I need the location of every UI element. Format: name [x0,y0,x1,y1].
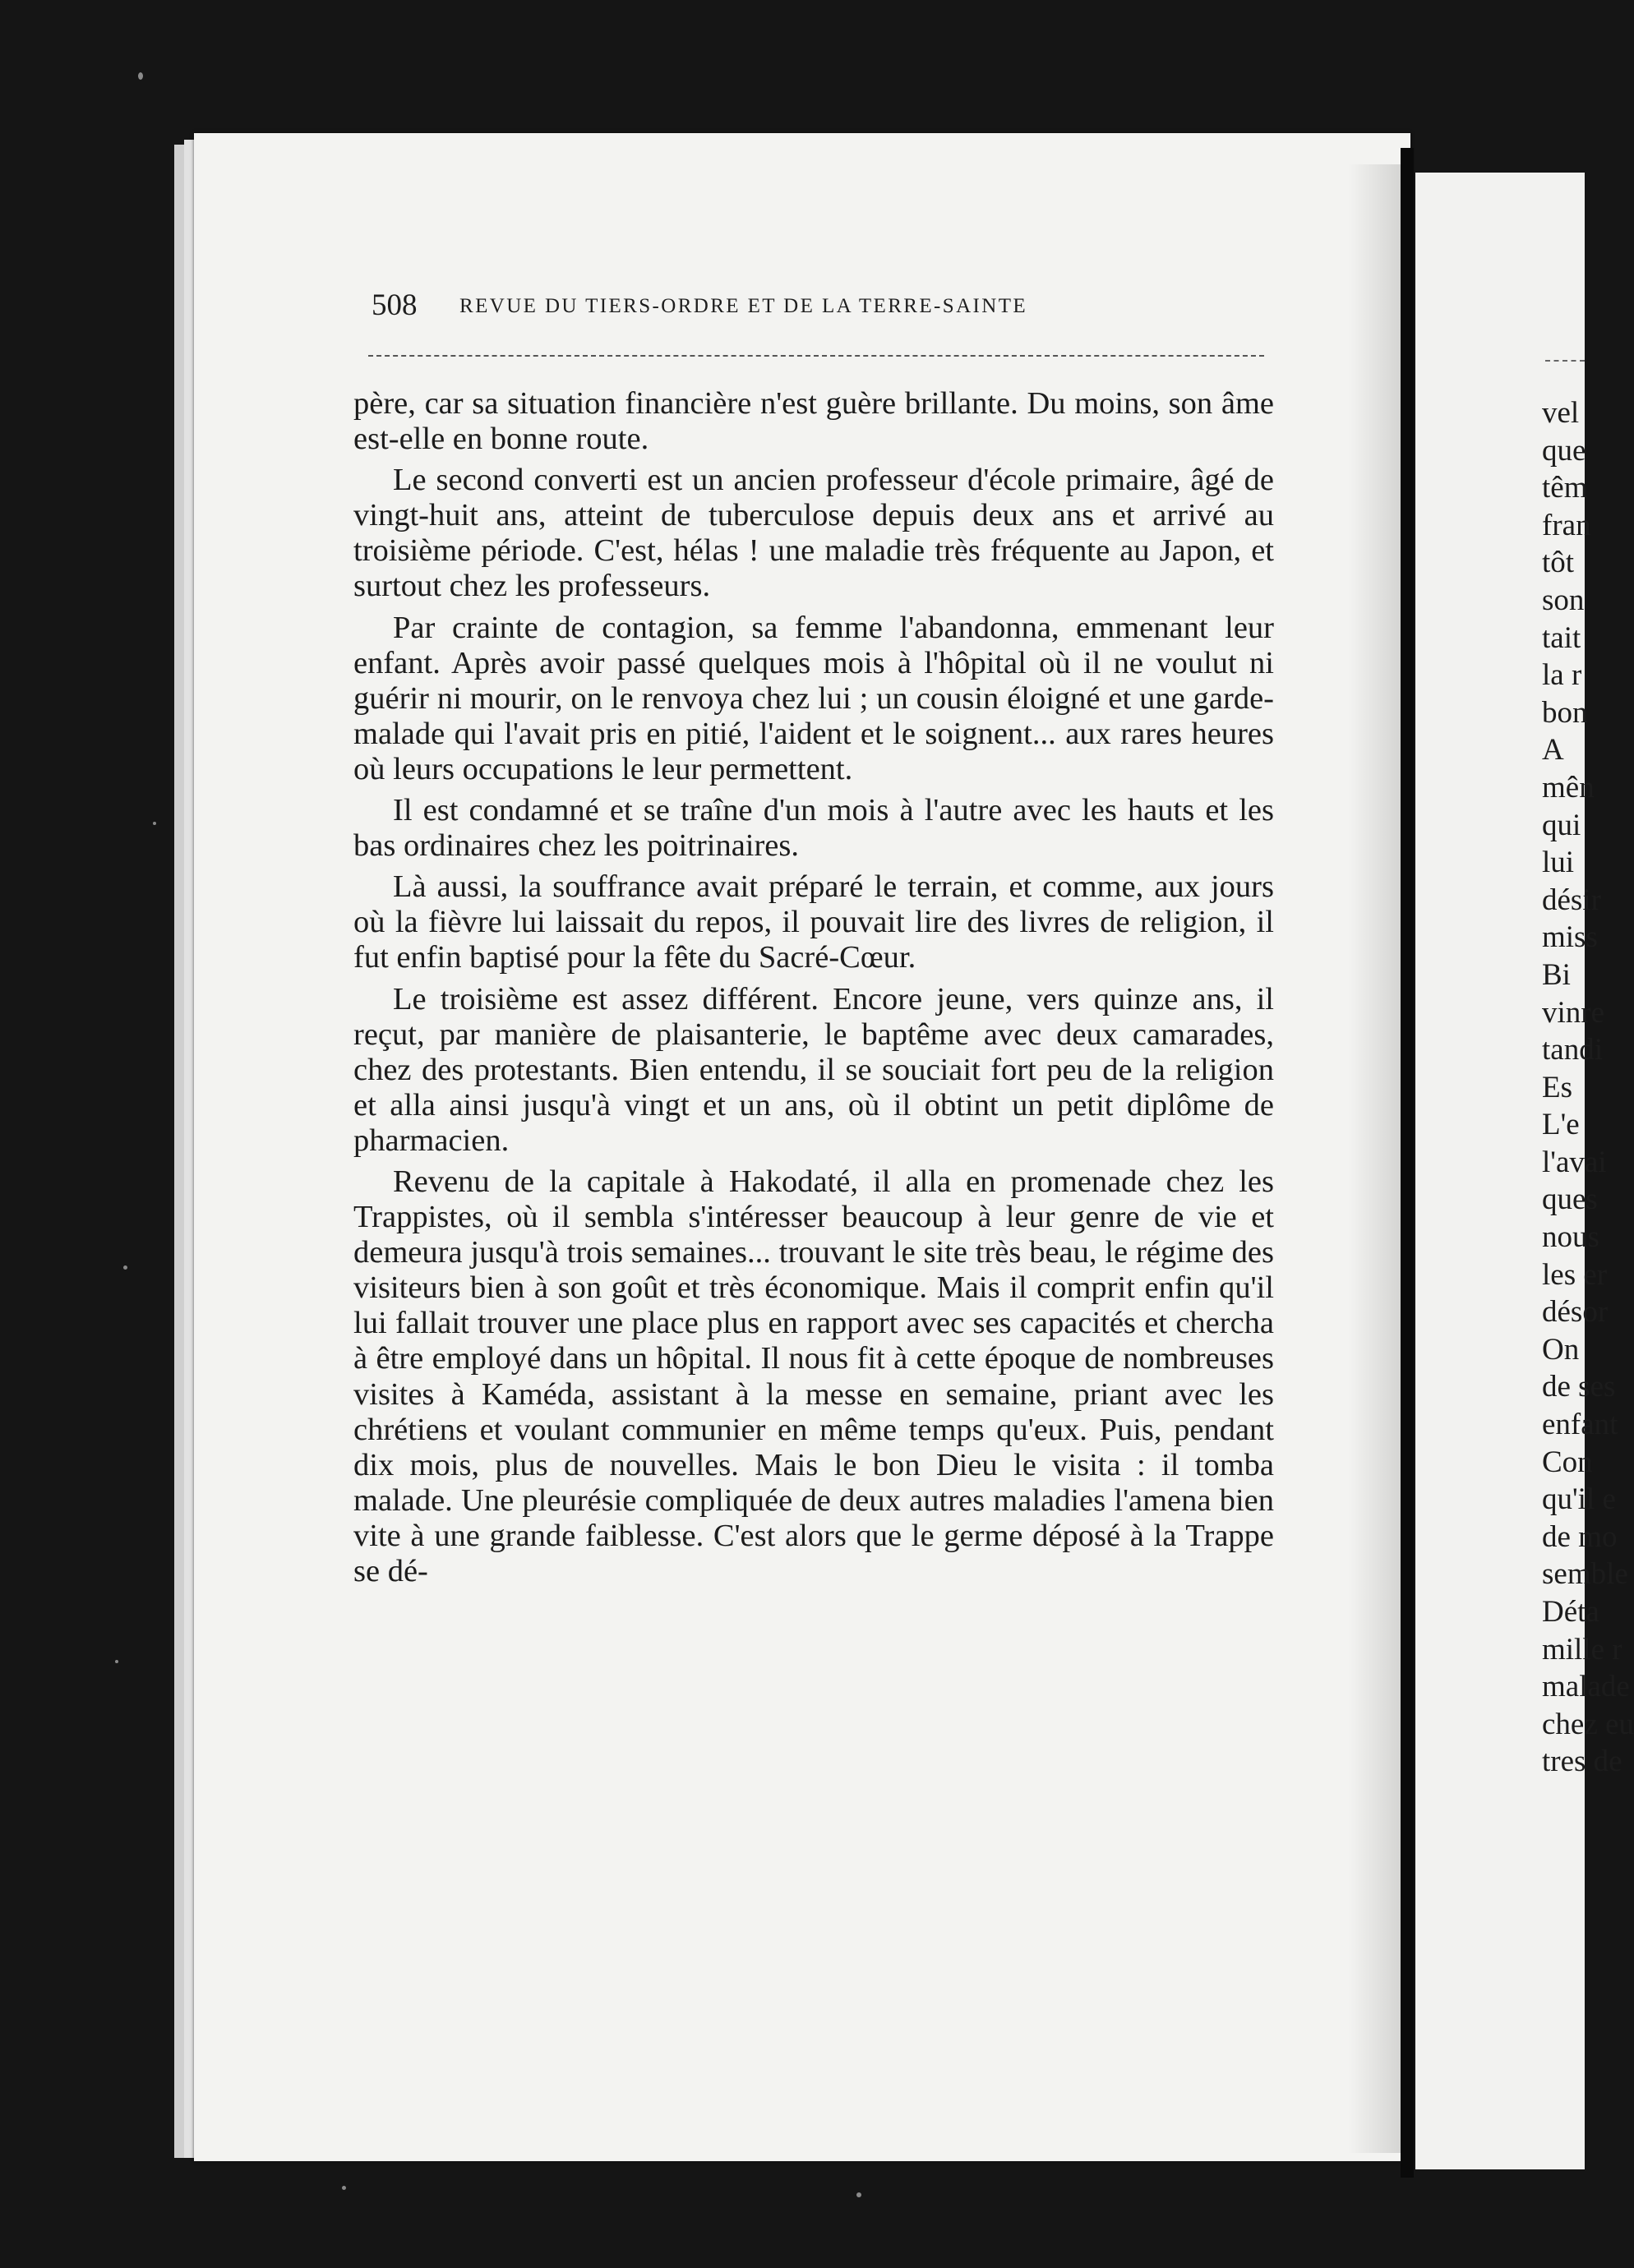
running-head [372,288,1263,329]
facing-header-rule [1545,360,1585,362]
header-rule [368,355,1264,357]
facing-line-fragment: mên [1542,770,1595,804]
facing-line-fragment: ques [1542,1182,1598,1217]
facing-line-fragment: tres de [1542,1745,1622,1779]
facing-line-fragment: qui [1542,808,1581,842]
facing-line-fragment: désor [1542,1295,1609,1330]
paragraph: Le troisième est assez différent. Encore jeune, vers quinze ans, il reçut, par manière de plaisanterie, le baptême avec deux camarades, chez des protestants. Bien entendu, il se souciait fort peu de la religion et alla ainsi jusqu'à vingt et un ans, où il obtint un petit diplôme de pharmacien. [353,981,1274,1158]
paragraph: père, car sa situation financière n'est guère brillante. Du moins, son âme est-elle en bonne route. [353,386,1274,457]
facing-line-fragment: qu'il e [1542,1482,1616,1517]
facing-line-fragment: Bi [1542,957,1571,992]
paragraph: Revenu de la capitale à Hakodaté, il alla en promenade chez les Trappistes, où il sembla s'intéresser beaucoup à leur genre de vie et demeura jusqu'à trois semaines... trouvant le site très beau, le régime des visiteurs bien à son goût et très économique. Mais il comprit enfin qu'il lui fallait trouver une place plus en rapport avec ses capacités et chercha à être employé dans un hôpital. Il nous fit à cette époque de nombreuses visites à Kaméda, assistant à la messe en semaine, priant avec les chrétiens et voulant communier en même temps qu'eux. Puis, pendant dix mois, plus de nouvelles. Mais le bon Dieu le visita : il tomba malade. Une pleurésie compliquée de deux autres maladies l'amena bien vite à une grande faiblesse. C'est alors que le germe déposé à la Trappe se dé- [353,1164,1274,1588]
facing-line-fragment: de ses [1542,1370,1616,1404]
facing-line-fragment: que [1542,433,1586,468]
scan-speck [138,72,143,80]
page-edge [174,145,184,2158]
facing-line-fragment: L'e [1542,1108,1580,1142]
facing-line-fragment: On [1542,1332,1580,1367]
facing-line-fragment: vel [1542,396,1580,430]
facing-line-fragment: enfant [1542,1408,1618,1442]
facing-line-fragment: lui [1542,846,1575,880]
facing-line-fragment: tôt [1542,546,1575,580]
facing-line-fragment: fran [1542,508,1591,542]
paragraph: Par crainte de contagion, sa femme l'abandonna, emmenant leur enfant. Après avoir passé quelques mois à l'hôpital où il ne voulut ni guérir ni mourir, on le renvoya chez lui ; un cousin éloigné et une garde-malade qui l'avait pris en pitié, l'aident et le soignent... aux rares heures où leurs occupations le leur permettent. [353,610,1274,786]
facing-line-fragment: vinre [1542,995,1605,1030]
page-edge [184,140,194,2158]
facing-line-fragment: A [1542,733,1564,768]
facing-line-fragment: son [1542,583,1585,617]
facing-line-fragment: nous [1542,1220,1599,1255]
facing-line-fragment: désir [1542,883,1601,917]
scan-speck [115,1660,118,1663]
facing-line-fragment: de mo [1542,1519,1618,1554]
scan-speck [123,1265,127,1270]
facing-line-fragment: miss [1542,920,1598,955]
facing-line-fragment: la r [1542,658,1582,693]
book-spine [1401,148,1414,2178]
facing-page-text [1542,394,1634,1781]
facing-line-fragment: Con [1542,1445,1593,1479]
scan-speck [856,2192,861,2197]
facing-line-fragment: malade [1542,1670,1630,1704]
facing-line-fragment: tandi [1542,1033,1603,1067]
facing-line-fragment: l'avai [1542,1145,1607,1179]
facing-line-fragment: têm [1542,471,1588,505]
scan-speck [342,2186,346,2190]
facing-line-fragment: chez eu [1542,1707,1634,1741]
paragraph: Il est condamné et se traîne d'un mois à l'autre avec les hauts et les bas ordinaires chez les poitrinaires. [353,793,1274,864]
facing-line-fragment: bon [1542,695,1588,730]
facing-line-fragment: tait [1542,620,1581,655]
paragraph: Le second converti est un ancien professeur d'école primaire, âgé de vingt-huit ans, atteint de tuberculose depuis deux ans et arrivé au troisième période. C'est, hélas ! une maladie très fréquente au Japon, et surtout chez les professeurs. [353,463,1274,604]
facing-line-fragment: Es [1542,1070,1572,1104]
running-title: REVUE DU TIERS-ORDRE ET DE LA TERRE-SAINTE [459,295,1028,317]
body-text [353,386,1274,1595]
facing-line-fragment: semble [1542,1557,1628,1592]
paragraph: Là aussi, la souffrance avait préparé le terrain, et comme, aux jours où la fièvre lui laissait du repos, il pouvait lire des livres de religion, il fut enfin baptisé pour la fête du Sacré-Cœur. [353,869,1274,975]
facing-line-fragment: mille r [1542,1632,1622,1666]
scan-speck [153,822,156,825]
facing-line-fragment: les er [1542,1257,1608,1292]
facing-line-fragment: Déta [1542,1595,1599,1629]
page-number: 508 [372,288,418,322]
